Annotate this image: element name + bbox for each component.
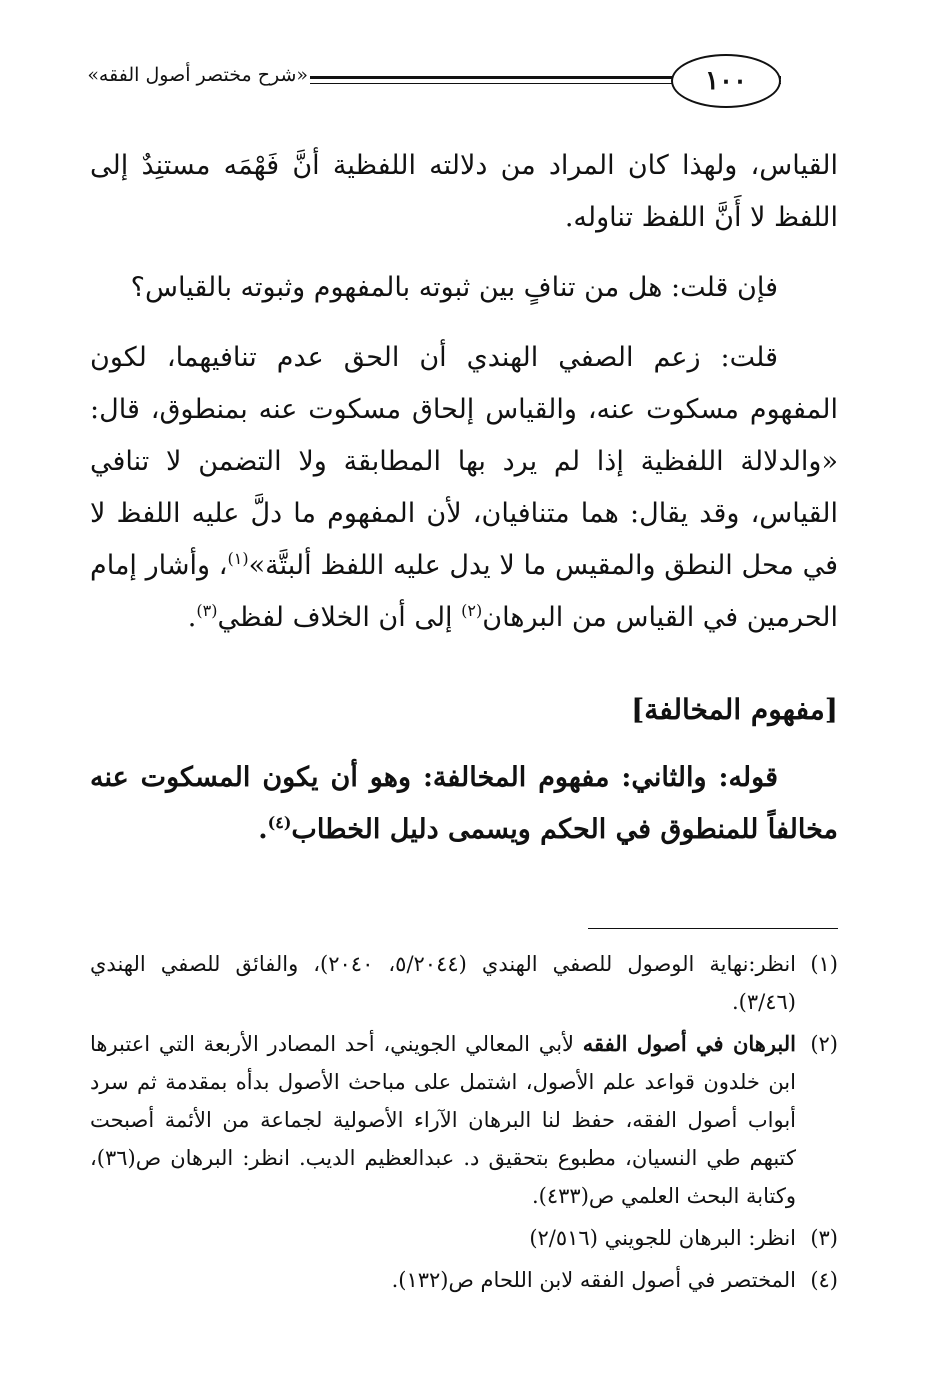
footnote-number: (٢) <box>810 1032 838 1056</box>
footnote-text-body: انظر: البرهان للجويني (٢/٥١٦) <box>529 1226 796 1250</box>
footnote-text <box>90 945 796 1021</box>
footnote-text-body: انظر:نهاية الوصول للصفي الهندي (٥/٢٠٤٤، ٢٠٤٠)، والفائق للصفي الهندي (٣/٤٦). <box>90 952 796 1014</box>
paragraph-1: القياس، ولهذا كان المراد من دلالته اللفظية أنَّ فَهْمَه مستنِدٌ إلى اللفظ لا أَنَّ اللفظ تناوله. <box>90 150 838 233</box>
paragraph-3-text: قلت: زعم الصفي الهندي أن الحق عدم تنافيهما، لكون المفهوم مسكوت عنه، والقياس إلحاق مسكوت عنه بمنطوق، قال: «والدلالة اللفظية إذا لم يرد بها المطابقة ولا التضمن لا تنافي القياس، وقد يقال: هما متنافيان، لأن المفهوم ما دلَّ عليه اللفظ لا في محل النطق والمقيس ما لا يدل عليه اللفظ ألبتَّة» <box>90 342 838 581</box>
quote-paragraph <box>90 752 838 856</box>
footnote-text-body: لأبي المعالي الجويني، أحد المصادر الأربعة التي اعتبرها ابن خلدون قواعد علم الأصول، اشتمل على مباحث الأصول بدأه بمقدمة ثم سرد أبواب أصول الفقه، حفظ لنا البرهان الآراء الأصولية لجماعة من الأئمة أصبحت كتبهم طي النسيان، مطبوع بتحقيق د. عبدالعظيم الديب. انظر: البرهان ص(٣٦)، وكتابة البحث العلمي ص(٤٣٣). <box>90 1032 796 1208</box>
paragraph-2: فإن قلت: هل من تنافٍ بين ثبوته بالمفهوم وثبوته بالقياس؟ <box>130 272 778 303</box>
paragraph-3 <box>90 332 838 644</box>
paragraph-3-cont1: ، وأشار إمام الحرمين في القياس من البرهان <box>90 550 838 633</box>
footnote-text <box>90 1219 796 1257</box>
page-number: ١٠٠ <box>671 54 781 108</box>
footnote-number: (٤) <box>810 1268 838 1292</box>
main-text <box>90 140 838 856</box>
footnote-book-title: البرهان في أصول الفقه <box>582 1031 796 1056</box>
footnote-ref-3[interactable]: (٣) <box>196 601 218 620</box>
quote-end: . <box>258 814 268 845</box>
paragraph-3-cont2: إلى أن الخلاف لفظي <box>217 602 462 633</box>
footnote-ref-4[interactable]: (٤) <box>267 813 292 832</box>
quote-text: قوله: والثاني: مفهوم المخالفة: وهو أن يكون المسكوت عنه مخالفاً للمنطوق في الحكم ويسمى دليل الخطاب <box>90 762 838 845</box>
paragraph-3-end: . <box>187 602 197 633</box>
footnote-ref-2[interactable]: (٢) <box>461 601 483 620</box>
footnote-4 <box>90 1261 838 1299</box>
footnote-text <box>90 1025 796 1215</box>
page-header <box>80 50 845 112</box>
footnote-number: (١) <box>810 952 838 976</box>
footnote-2 <box>90 1025 838 1215</box>
footnote-3 <box>90 1219 838 1257</box>
section-heading: [مفهوم المخالفة] <box>631 693 838 726</box>
footnote-ref-1[interactable]: (١) <box>227 549 249 568</box>
footnotes <box>90 945 838 1303</box>
book-title: «شرح مختصر أصول الفقه» <box>87 64 308 86</box>
footnote-text <box>90 1261 796 1299</box>
footnote-divider <box>588 928 838 929</box>
footnote-text-body: المختصر في أصول الفقه لابن اللحام ص(١٣٢). <box>391 1268 796 1292</box>
footnote-number: (٣) <box>810 1226 838 1250</box>
footnote-1 <box>90 945 838 1021</box>
